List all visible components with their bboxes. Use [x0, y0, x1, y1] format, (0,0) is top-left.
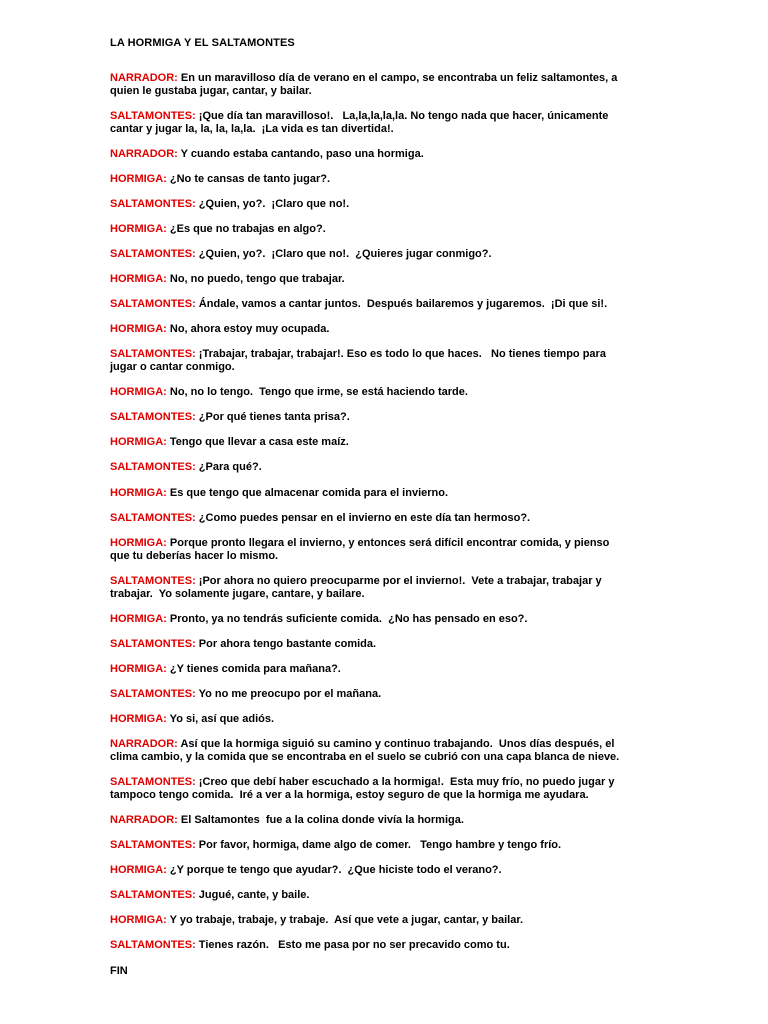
dialogue-text: Y cuando estaba cantando, paso una hormiga.	[177, 148, 424, 160]
dialogue-paragraph	[110, 436, 650, 449]
dialogue-text: Por ahora tengo bastante comida.	[195, 638, 377, 650]
dialogue-line	[110, 814, 650, 827]
dialogue-paragraph	[110, 839, 650, 852]
dialogue-line	[110, 85, 650, 98]
dialogue-text: Tengo que llevar a casa este maíz.	[166, 436, 349, 448]
dialogue-text: ¿Y porque te tengo que ayudar?. ¿Que hiciste todo el verano?.	[166, 864, 502, 876]
dialogue-paragraph	[110, 198, 650, 211]
dialogue-text: No, no puedo, tengo que trabajar.	[166, 273, 345, 285]
dialogue-paragraph	[110, 72, 650, 98]
dialogue-line	[110, 638, 650, 651]
dialogue-paragraph	[110, 273, 650, 286]
dialogue-paragraph	[110, 638, 650, 651]
dialogue-paragraph	[110, 939, 650, 952]
speaker-label: SALTAMONTES:	[110, 198, 196, 210]
dialogue-line	[110, 298, 650, 311]
speaker-label: SALTAMONTES:	[110, 638, 196, 650]
speaker-label: HORMIGA:	[110, 864, 167, 876]
dialogue-line	[110, 939, 650, 952]
dialogue-text: Yo si, así que adiós.	[166, 713, 275, 725]
speaker-label: SALTAMONTES:	[110, 575, 196, 587]
speaker-label: HORMIGA:	[110, 323, 167, 335]
dialogue-text: No, ahora estoy muy ocupada.	[166, 323, 330, 335]
dialogue-line	[110, 487, 650, 500]
dialogue-text: No, no lo tengo. Tengo que irme, se está haciendo tarde.	[166, 386, 468, 398]
dialogue-text: Es que tengo que almacenar comida para el invierno.	[166, 487, 449, 499]
dialogue-line	[110, 198, 650, 211]
dialogue-line	[110, 738, 650, 751]
dialogue-paragraph	[110, 575, 650, 601]
dialogue-paragraph	[110, 776, 650, 802]
dialogue-paragraph	[110, 298, 650, 311]
dialogue-line	[110, 588, 650, 601]
dialogue-paragraph	[110, 688, 650, 701]
speaker-label: HORMIGA:	[110, 613, 167, 625]
dialogue-text: clima cambio, y la comida que se encontraba en el suelo se cubrió con una capa blanca de nieve.	[110, 751, 620, 763]
dialogue-line	[110, 361, 650, 374]
speaker-label: NARRADOR:	[110, 814, 178, 826]
dialogue-text: ¿No te cansas de tanto jugar?.	[166, 173, 331, 185]
dialogue-line	[110, 436, 650, 449]
dialogue-text: ¿Como puedes pensar en el invierno en este día tan hermoso?.	[195, 512, 531, 524]
speaker-label: NARRADOR:	[110, 738, 178, 750]
dialogue-paragraph	[110, 814, 650, 827]
dialogue-text: ¿Por qué tienes tanta prisa?.	[195, 411, 350, 423]
dialogue-paragraph	[110, 323, 650, 336]
speaker-label: HORMIGA:	[110, 273, 167, 285]
dialogue-text: ¿Quien, yo?. ¡Claro que no!. ¿Quieres jugar conmigo?.	[195, 248, 492, 260]
dialogue-line	[110, 575, 650, 588]
dialogue-paragraph	[110, 864, 650, 877]
dialogue-paragraph	[110, 110, 650, 136]
dialogue-line	[110, 72, 650, 85]
dialogue-line	[110, 713, 650, 726]
speaker-label: SALTAMONTES:	[110, 839, 196, 851]
speaker-label: HORMIGA:	[110, 713, 167, 725]
dialogue-line	[110, 123, 650, 136]
speaker-label: SALTAMONTES:	[110, 512, 196, 524]
dialogue-paragraph	[110, 914, 650, 927]
speaker-label: HORMIGA:	[110, 914, 167, 926]
speaker-label: SALTAMONTES:	[110, 688, 196, 700]
dialogue-line	[110, 273, 650, 286]
speaker-label: SALTAMONTES:	[110, 461, 196, 473]
speaker-label: HORMIGA:	[110, 173, 167, 185]
dialogue-line	[110, 839, 650, 852]
dialogue-text: ¿Es que no trabajas en algo?.	[166, 223, 326, 235]
dialogue-text: jugar o cantar conmigo.	[110, 361, 235, 373]
dialogue-line	[110, 789, 650, 802]
dialogue-text: cantar y jugar la, la, la, la,la. ¡La vida es tan divertida!.	[110, 123, 394, 135]
dialogue-text: Porque pronto llegara el invierno, y entonces será difícil encontrar comida, y pienso	[166, 537, 610, 549]
dialogue-paragraph	[110, 663, 650, 676]
dialogue-paragraph	[110, 461, 650, 474]
dialogue-text: ¿Quien, yo?. ¡Claro que no!.	[195, 198, 350, 210]
dialogue-line	[110, 110, 650, 123]
dialogue-line	[110, 386, 650, 399]
dialogue-paragraph	[110, 889, 650, 902]
dialogue-text: ¿Para qué?.	[195, 461, 262, 473]
dialogue-line	[110, 889, 650, 902]
dialogue-text: Y yo trabaje, trabaje, y trabaje. Así que vete a jugar, cantar, y bailar.	[166, 914, 524, 926]
speaker-label: NARRADOR:	[110, 72, 178, 84]
dialogue-text: ¿Y tienes comida para mañana?.	[166, 663, 341, 675]
dialogue-paragraph	[110, 386, 650, 399]
speaker-label: HORMIGA:	[110, 223, 167, 235]
speaker-label: SALTAMONTES:	[110, 298, 196, 310]
dialogue-text: Ándale, vamos a cantar juntos. Después bailaremos y jugaremos. ¡Di que si!.	[195, 298, 608, 310]
speaker-label: NARRADOR:	[110, 148, 178, 160]
speaker-label: SALTAMONTES:	[110, 939, 196, 951]
speaker-label: HORMIGA:	[110, 663, 167, 675]
dialogue-line	[110, 512, 650, 525]
dialogue-line	[110, 173, 650, 186]
dialogue-line	[110, 688, 650, 701]
speaker-label: SALTAMONTES:	[110, 889, 196, 901]
dialogue-line	[110, 348, 650, 361]
speaker-label: SALTAMONTES:	[110, 248, 196, 260]
dialogue-line	[110, 751, 650, 764]
dialogue-line	[110, 248, 650, 261]
dialogue-text: Así que la hormiga siguió su camino y continuo trabajando. Unos días después, el	[177, 738, 615, 750]
dialogue-text: que tu deberías hacer lo mismo.	[110, 550, 279, 562]
dialogue-text: trabajar. Yo solamente jugare, cantare, y bailare.	[110, 588, 365, 600]
speaker-label: SALTAMONTES:	[110, 348, 196, 360]
dialogue-line	[110, 776, 650, 789]
dialogue-paragraph	[110, 738, 650, 764]
speaker-label: HORMIGA:	[110, 436, 167, 448]
dialogue-paragraph	[110, 148, 650, 161]
dialogue-line	[110, 323, 650, 336]
speaker-label: SALTAMONTES:	[110, 411, 196, 423]
dialogue-text: ¡Que día tan maravilloso!. La,la,la,la,la. No tengo nada que hacer, únicamente	[195, 110, 609, 122]
document-title: LA HORMIGA Y EL SALTAMONTES	[110, 37, 295, 49]
dialogue-line	[110, 223, 650, 236]
dialogue-paragraph	[110, 537, 650, 563]
dialogue-line	[110, 537, 650, 550]
dialogue-text: Jugué, cante, y baile.	[195, 889, 310, 901]
dialogue-text: El Saltamontes fue a la colina donde vivía la hormiga.	[177, 814, 464, 826]
dialogue-line	[110, 914, 650, 927]
dialogue-line	[110, 461, 650, 474]
speaker-label: HORMIGA:	[110, 537, 167, 549]
dialogue-paragraph	[110, 248, 650, 261]
dialogue-line	[110, 411, 650, 424]
dialogue-line	[110, 148, 650, 161]
dialogue-paragraph	[110, 223, 650, 236]
speaker-label: HORMIGA:	[110, 487, 167, 499]
dialogue-paragraph	[110, 487, 650, 500]
end-label: FIN	[110, 965, 128, 977]
dialogue-text: Pronto, ya no tendrás suficiente comida. ¿No has pensado en eso?.	[166, 613, 528, 625]
speaker-label: SALTAMONTES:	[110, 776, 196, 788]
dialogue-text: En un maravilloso día de verano en el campo, se encontraba un feliz saltamontes, a	[177, 72, 618, 84]
dialogue-text: Por favor, hormiga, dame algo de comer. Tengo hambre y tengo frío.	[195, 839, 562, 851]
dialogue-paragraph	[110, 348, 650, 374]
dialogue-paragraph	[110, 173, 650, 186]
dialogue-paragraph	[110, 512, 650, 525]
dialogue-text: ¡Trabajar, trabajar, trabajar!. Eso es todo lo que haces. No tienes tiempo para	[195, 348, 606, 360]
dialogue-text: quien le gustaba jugar, cantar, y bailar.	[110, 85, 312, 97]
dialogue-paragraph	[110, 613, 650, 626]
dialogue-text: tampoco tengo comida. Iré a ver a la hormiga, estoy seguro de que la hormiga me ayudara.	[110, 789, 589, 801]
dialogue-line	[110, 663, 650, 676]
dialogue-paragraph	[110, 713, 650, 726]
dialogue-paragraph	[110, 411, 650, 424]
dialogue-line	[110, 864, 650, 877]
speaker-label: SALTAMONTES:	[110, 110, 196, 122]
speaker-label: HORMIGA:	[110, 386, 167, 398]
dialogue-text: Yo no me preocupo por el mañana.	[195, 688, 382, 700]
dialogue-text: Tienes razón. Esto me pasa por no ser precavido como tu.	[195, 939, 510, 951]
dialogue-line	[110, 613, 650, 626]
dialogue-text: ¡Creo que debí haber escuchado a la hormiga!. Esta muy frío, no puedo jugar y	[195, 776, 615, 788]
dialogue-line	[110, 550, 650, 563]
dialogue-text: ¡Por ahora no quiero preocuparme por el invierno!. Vete a trabajar, trabajar y	[195, 575, 602, 587]
